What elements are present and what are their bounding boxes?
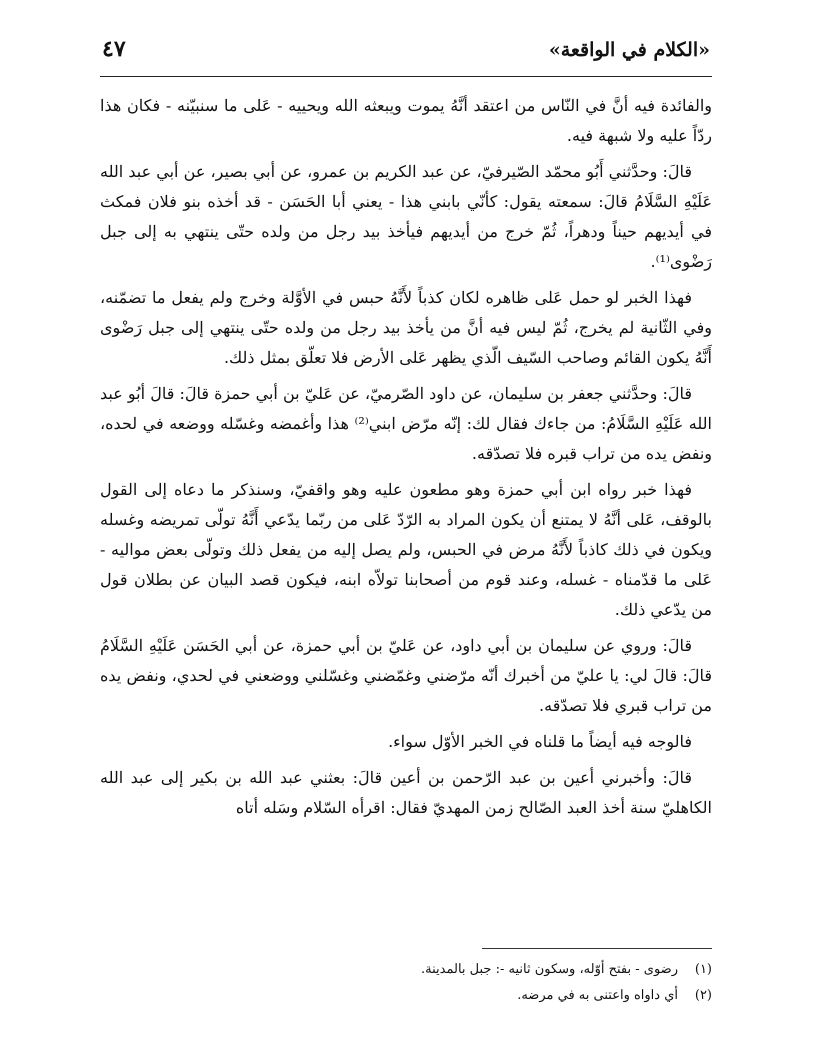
paragraph: فهذا الخبر لو حمل عَلى ظاهره لكان كذباً لأَنَّهُ حبس في الأوَّلة وخرج ولم يفعل ما تضمّنه، وفي الثّانية لم يخرج، ثُمّ ليس فيه أنَّ من يأخذ بيد رجل من ولده حتّى ينتهي إلى جبل رَضْوى أَنَّهُ يكون القائم وصاحب السّيف الّذي يظهر عَلى الأرض فلا تعلّق بمثل ذلك.: [100, 288, 712, 367]
footnote: [100, 983, 712, 1009]
footnote: [100, 957, 712, 983]
footnote-number: (٢): [694, 988, 712, 1003]
footnotes: [100, 948, 712, 1009]
page-number: ٤٧: [102, 36, 126, 62]
footnote-number: (١): [694, 962, 712, 977]
footnote-text: أي داواه واعتنى به في مرضه.: [517, 988, 678, 1003]
paragraph: فالوجه فيه أيضاً ما قلناه في الخبر الأوّل سواء.: [388, 732, 692, 751]
paragraph: قالَ: وأخبرني أعين بن عبد الرّحمن بن أعين قالَ: بعثني عبد الله بن بكير إلى عبد الله الكاهليّ سنة أخذ العبد الصّالح زمن المهديّ فقال: اقرأه السّلام وسَله أتاه: [100, 768, 712, 817]
running-title: «الكلام في الواقعة»: [548, 39, 710, 61]
footnote-divider: [482, 948, 712, 949]
paragraph: قالَ: وحدَّثني جعفر بن سليمان، عن داود الصّرميّ، عن عَليّ بن أبي حمزة قالَ: قالَ أبُو عبد الله عَلَيْهِ السَّلَامُ: من جاءك فقال لك: إنّه مرّض ابني⁽²⁾ هذا وأغمضه وغسّله ووضعه في لحده، ونفض يده من تراب قبره فلا تصدّقه.: [100, 384, 712, 463]
footnote-text: رضوى - بفتح أوّله، وسكون ثانيه -: جبل بالمدينة.: [421, 962, 678, 977]
page-body: [100, 91, 712, 823]
paragraph: قالَ: وروي عن سليمان بن أبي داود، عن عَليّ بن أبي حمزة، عن أبي الحَسَن عَلَيْهِ السَّلَامُ قالَ: قالَ لي: يا عليّ من أخبرك أنّه مرّضني وغمّضني وغسّلني ووضعني في لحدي، ونفض يده من تراب قبري فلا تصدّقه.: [100, 636, 712, 715]
paragraph: قالَ: وحدَّثني أَبُو محمّد الصّيرفيّ، عن عبد الكريم بن عمرو، عن أبي بصير، عن أبي عبد الله عَلَيْهِ السَّلَامُ قالَ: سمعته يقول: كأنّي بابني هذا - يعني أبا الحَسَن - قد أخذه بنو فلان فمكث في أيديهم حيناً ودهراً، ثُمّ خرج من أيديهم فيأخذ بيد رجل من ولده حتّى ينتهي به إلى جبل رَضْوى⁽¹⁾.: [100, 162, 712, 271]
page-header: [100, 36, 712, 77]
paragraph: فهذا خبر رواه ابن أبي حمزة وهو مطعون عليه وهو واقفيّ، وسنذكر ما دعاه إلى القول بالوقف، عَلى أنَّهُ لا يمتنع أن يكون المراد به الرّدّ عَلى من ربّما يدّعي أَنَّهُ تولّى تمريضه وغسله ويكون في ذلك كاذباً لأَنَّهُ مرض في الحبس، ولم يصل إليه من يفعل ذلك وتولّى بعض مواليه - عَلى ما قدّمناه - غسله، وعند قوم من أصحابنا تولاّه ابنه، فيكون قصد البيان عن بطلان قول من يدّعي ذلك.: [100, 480, 713, 619]
book-page: [100, 36, 712, 829]
paragraph: والفائدة فيه أنَّ في النّاس من اعتقد أنَّهُ يموت ويبعثه الله ويحييه - عَلى ما سنبيّنه - فكان هذا ردّاً عليه ولا شبهة فيه.: [100, 96, 712, 145]
